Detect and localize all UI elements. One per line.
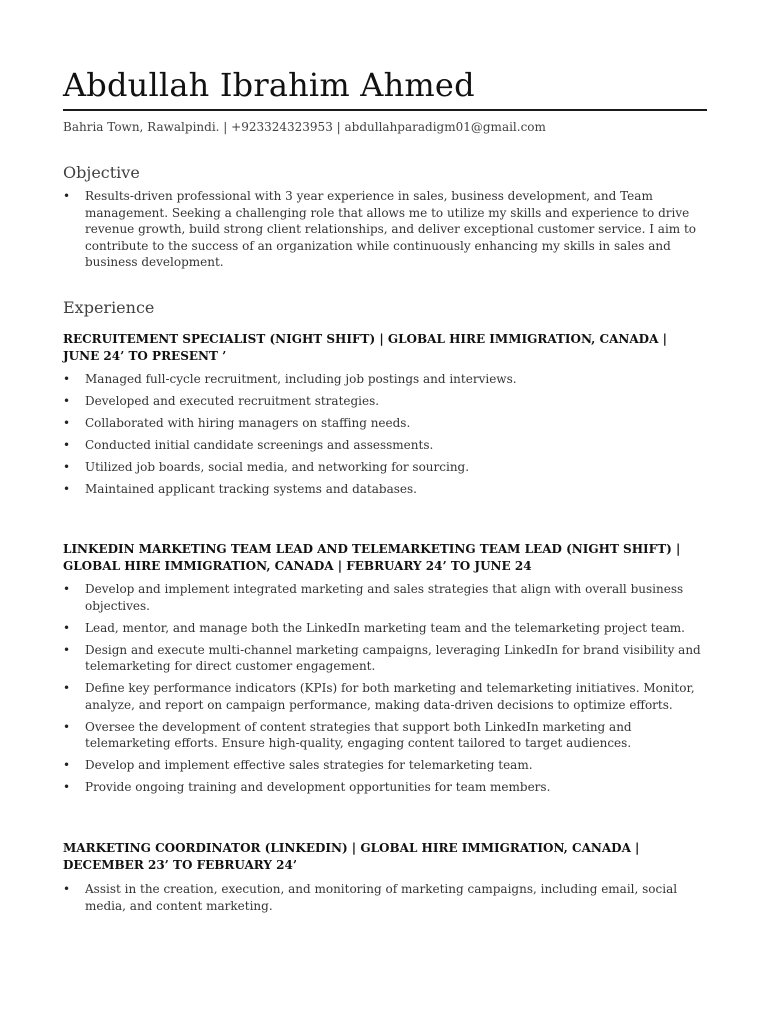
bullet-icon: •	[63, 758, 71, 772]
bullet-icon: •	[63, 780, 71, 794]
objective-heading: Objective	[63, 163, 140, 182]
duty-text: Utilized job boards, social media, and networking for sourcing.	[85, 460, 470, 474]
bullet-icon: •	[63, 620, 71, 635]
duty-text: Assist in the creation, execution, and monitoring of marketing campaigns, including email, social media, and content marketing.	[85, 882, 678, 913]
list-item	[63, 481, 707, 498]
list-item	[63, 459, 707, 476]
bullet-icon: •	[63, 482, 71, 496]
list-item	[63, 680, 707, 713]
list-item	[63, 779, 707, 796]
duty-text: Define key performance indicators (KPIs) for both marketing and telemarketing initiatives. Monitor, analyze, and report on campaign performance, making data-driven decisions to optimize efforts.	[85, 681, 695, 712]
list-item	[63, 188, 707, 271]
bullet-icon: •	[63, 438, 71, 452]
list-item	[63, 393, 707, 410]
duty-text: Maintained applicant tracking systems and databases.	[85, 482, 417, 496]
list-item	[63, 415, 707, 432]
bullet-icon: •	[63, 394, 71, 408]
bullet-icon: •	[63, 416, 71, 430]
objective-list	[63, 188, 707, 271]
list-item	[63, 719, 707, 752]
list-item	[63, 881, 707, 914]
list-item	[63, 581, 707, 614]
bullet-icon: •	[63, 372, 71, 386]
contact-line: Bahria Town, Rawalpindi. | +923324323953 | abdullahparadigm01@gmail.com	[63, 120, 546, 134]
duty-text: Develop and implement effective sales strategies for telemarketing team.	[85, 758, 533, 772]
duty-text: Provide ongoing training and development opportunities for team members.	[85, 780, 551, 794]
job-heading-marketing-coordinator: MARKETING COORDINATOR (LINKEDIN) | GLOBAL HIRE IMMIGRATION, CANADA | DECEMBER 23’ TO FEBRUARY 24’	[63, 841, 640, 872]
job-heading-recruitment-specialist: RECRUITEMENT SPECIALIST (NIGHT SHIFT) | GLOBAL HIRE IMMIGRATION, CANADA | JUNE 24’ TO PRESENT ’	[63, 332, 667, 363]
list-item	[63, 437, 707, 454]
job-duties-list	[63, 371, 707, 503]
bullet-icon: •	[63, 882, 71, 896]
list-item	[63, 620, 707, 637]
duty-text: Lead, mentor, and manage both the LinkedIn marketing team and the telemarketing project team.	[85, 620, 685, 635]
bullet-icon: •	[63, 189, 71, 203]
job-duties-list	[63, 881, 707, 920]
job-duties-list	[63, 581, 707, 801]
objective-text: Results-driven professional with 3 year experience in sales, business development, and Team management. Seeking a challenging role that allows me to utilize my skills and experience to drive revenue growth, build strong client relationships, and deliver exceptional customer service. I aim to contribute to the success of an organization while continuously enhancing my skills in sales and business development.	[85, 189, 697, 269]
header-divider	[63, 109, 707, 111]
duty-text: Oversee the development of content strategies that support both LinkedIn marketing and telemarketing efforts. Ensure high-quality, engaging content tailored to target audiences.	[85, 719, 632, 750]
bullet-icon: •	[63, 642, 71, 657]
list-item	[63, 642, 707, 675]
candidate-name: Abdullah Ibrahim Ahmed	[63, 66, 475, 104]
duty-text: Managed full-cycle recruitment, including job postings and interviews.	[85, 372, 517, 386]
experience-heading: Experience	[63, 298, 155, 317]
job-heading-team-lead: LINKEDIN MARKETING TEAM LEAD AND TELEMARKETING TEAM LEAD (NIGHT SHIFT) | GLOBAL HIRE IMMIGRATION, CANADA | FEBRUARY 24’ TO JUNE 24	[63, 542, 681, 573]
duty-text: Collaborated with hiring managers on staffing needs.	[85, 416, 411, 430]
list-item	[63, 757, 707, 774]
bullet-icon: •	[63, 681, 71, 695]
list-item	[63, 371, 707, 388]
duty-text: Design and execute multi-channel marketing campaigns, leveraging LinkedIn for brand visibility and telemarketing for direct customer engagement.	[85, 642, 701, 673]
bullet-icon: •	[63, 719, 71, 734]
bullet-icon: •	[63, 460, 71, 474]
bullet-icon: •	[63, 582, 71, 596]
duty-text: Developed and executed recruitment strategies.	[85, 394, 380, 408]
duty-text: Conducted initial candidate screenings and assessments.	[85, 438, 434, 452]
duty-text: Develop and implement integrated marketing and sales strategies that align with overall business objectives.	[85, 582, 684, 613]
